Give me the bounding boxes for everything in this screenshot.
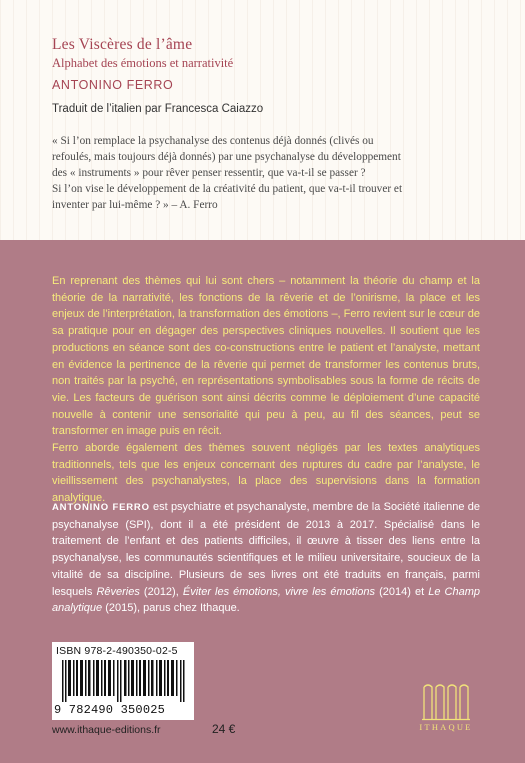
bio-text: (2014) et [375, 585, 429, 598]
bio-book-title: Rêveries [96, 585, 140, 598]
book-description [52, 273, 480, 507]
bio-book-title: Le Champ analytique [52, 585, 481, 615]
quote-line: des « instruments » pour rêver penser ressentir, que va-t-il se passer ? [52, 167, 366, 179]
description-paragraph: Ferro aborde également des thèmes souvent négligés par les textes analytiques traditionnels, tels que les enjeux concernant des ruptures du cadre par l’analyste, le vieillissement des psychanalystes, la place des supervisions dans la formation analytique. [52, 442, 480, 505]
book-title: Les Viscères de l’âme [52, 36, 193, 53]
publisher-website: www.ithaque-editions.fr [52, 724, 161, 736]
ithaque-column-logo-icon [420, 683, 472, 721]
author-bio [52, 499, 480, 617]
bio-author-name: ANTONINO FERRO [52, 502, 150, 513]
quote-line: refoulés, mais toujours déjà donnés) par une psychanalyse du développement [52, 151, 401, 163]
bio-book-title: Éviter les émotions, vivre les émotions [182, 585, 376, 598]
description-paragraph: En reprenant des thèmes qui lui sont chers – notamment la théorie du champ et la théorie de la narrativité, les fonctions de la rêverie et de l’onirisme, la place et les enjeux de l’interprétation, la transformation des émotions –, Ferro revient sur le cœur de sa pratique pour en dégager des perspectives cliniques nouvelles. Il soutient que les productions en séance sont des co-constructions entre le patient et l’analyste, mettant en évidence la pertinence de la rêverie qui permet de transformer les contenus bruts, non traités par la psyché, en représentations symbolisables sous la forme de récits de vie. Les facteurs de guérison sont ainsi décrits comme le déploiement d’une capacité nouvelle à contenir une sensorialité qui peu à peu, au fil des séances, peut se transformer en image puis en récit. [52, 275, 480, 438]
barcode-digits: 9 782490 350025 [54, 703, 166, 717]
barcode-icon [62, 660, 186, 702]
quote-line: « Si l’on remplace la psychanalyse des contenus déjà donnés (clivés ou [52, 135, 374, 147]
cover-top-panel [0, 0, 525, 240]
bio-text: (2015), parus chez Ithaque. [102, 602, 240, 615]
barcode-panel [52, 642, 194, 720]
book-subtitle: Alphabet des émotions et narrativité [52, 56, 234, 70]
bio-text: est psychiatre et psychanalyste, membre de la Société italienne de psychanalyse (SPI), dont il a été président de 2013 à 2017. Spécialisé dans le traitement de l’enfant et des patients difficiles, il œuvre à tisser des liens entre la psychanalyse, les communautés scientifiques et le milieu universitaire, soucieux de la vitalité de sa discipline. Plusieurs de ses livres ont été traduits en français, parmi lesquels [52, 501, 480, 598]
author-name: ANTONINO FERRO [52, 78, 174, 92]
isbn-text: ISBN 978-2-490350-02-5 [56, 645, 178, 657]
publisher-name: ITHAQUE [419, 722, 473, 732]
quote-line: Si l’on vise le développement de la créativité du patient, que va-t-il trouver et [52, 183, 403, 195]
quote-line: inventer par lui-même ? » – A. Ferro [52, 199, 218, 211]
price-label: 24 € [212, 722, 236, 736]
bio-text: (2012), [139, 585, 183, 598]
epigraph-quote [52, 133, 482, 213]
translator-credit: Traduit de l’italien par Francesca Caiazzo [52, 103, 264, 115]
